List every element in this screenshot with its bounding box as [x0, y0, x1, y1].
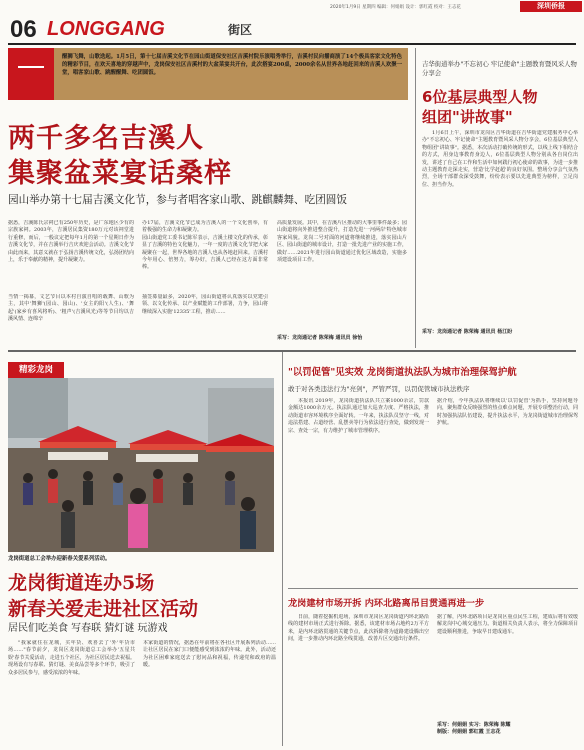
section-title-cn: 街区 [228, 23, 253, 37]
lead-banner [8, 48, 408, 100]
page-number: 06 [10, 16, 37, 43]
lead-headline-1: 两千多名吉溪人 [8, 123, 204, 154]
lead-body-col1b: 当情一揭幕，文艺节目以本村自演自唱的载舞、山歌为主，其中'舞狮'(园山、园山)、'女主的阳'(人生)、'舞起'(家乡有喜风将听)、'粗声'(吉溪风光)等等节目均以吉溪风情、连绵辛 [8, 294, 134, 323]
section-title: LONGGANG [47, 18, 165, 40]
story3-headline: "以罚促管"见实效 龙岗街道执法队为城市治理保驾护航 [288, 367, 517, 378]
story3-subheadline: 敢于对各类违法行为"亮剑"，严管严罚，以罚促管城市执法秩序 [288, 385, 470, 393]
section-rule [8, 350, 576, 352]
photo-caption: 龙岗街道总工会举办迎新春关爱系列活动。 [8, 556, 111, 562]
photo-section-tag: 精彩龙岗 [8, 362, 64, 378]
lead-intro: 醒狮飞舞，山歌迭起。1月5日，第十七届吉溪文化节在园山街道保安社区吉溪村院乐演唱秀举行，吉溪村民向播商演了14个极具客家文化特色的精彩节目，在欢天喜地的穿越声中，龙岗保安社区吉溪村的大盆菜宴共开台，此次搭宴200桌，2000余名从世界各地赶回来的吉溪人欢聚一堂，唱客家山歌、跳醒醒舞、吃团圆饭。 [62, 54, 402, 76]
sidebar-title-1: 6位基层典型人物 [422, 88, 538, 106]
header-info: 2020年1月9日 星期四 编辑：何娟娟 设计：郭红霞 校对：王志花 [330, 5, 461, 10]
story2-subheadline: 居民们吃美食 写春联 猜灯谜 玩游戏 [8, 623, 168, 634]
story-rule [288, 588, 578, 589]
story2-body-col2: 本家街道的情况，据悉在年前将在各社区开展系列活动……让社区居民在家门口便能感受到浓浓的年味。此外，活动还为社区困难家庭送去了慰问品和祝福，传递党和政府的温暖。 [143, 640, 276, 669]
story4-body-col2: 据了解，内环北路项目是龙岗区重点民生工程，建成后将有效缓解龙岗中心城交通压力。街道相关负责人表示，将全力保障项目建设顺利推进，争取早日建成通车。 [437, 614, 578, 635]
lead-body-col2: 办17届，吉溪文化节已成为吉溪人的一个文化创举，有着极强的生命力和凝聚力。 园山街道党工委书记陈军表示，吉溪土楼文化的传承，彰显了吉溪的特色文化魅力，一年一度的吉溪文化节把大家凝聚在一起，世界各地的吉溪人也从各地赶回来。吉溪村今年用心、倍努力，筹办好，吉溪人已经在这方面非常棒。 [142, 220, 268, 271]
banner-accent [8, 48, 54, 100]
event-photo [8, 378, 274, 552]
story2-body-col1: "我家就住在龙城，买年货、欢喜去了'外'年货市场……"春节前夕，龙岗区龙岗街道总工会举办'五星共娱'春节关爱活动，走进五个社区，为社区居民送去祝福。现场设有写春联、猜灯谜、美食品尝等多个环节，吸引了众多居民参与，感受浓浓的年味。 [8, 640, 135, 676]
sidebar-byline: 采写：龙岗通记者 陈荣梅 通讯员 杨江盼 [422, 329, 513, 335]
lead-headline-2: 集聚盆菜宴话桑梓 [8, 158, 232, 189]
banner-dash-icon [18, 66, 44, 68]
event-photo-illustration [8, 378, 274, 552]
sidebar-body: 1月6日上午，深圳市龙岗区吉华街道在吉华街道党建服务中心举办"不忘初心、牢记使命"主题教育暨风采人物分享会，6位基层典型人物组团"讲故事"。据悉，本次活动打破传统的形式，以线上线下相结合的方式，用身边事教育身边人，6位基层典型人物分别从各自岗位出发，讲述了自己在工作和生活中如何践行初心使命的故事，为进一步推动主题教育走深走实，营造'比学赶超'的良好氛围。整场分享会气氛热烈，全场干部群众深受鼓舞，纷纷表示要以先进典型为榜样，立足岗位、担当作为。 [422, 130, 578, 188]
sidebar-kicker: 吉华街道举办"不忘初心 牢记使命"主题教育暨风采人物分享会 [422, 60, 577, 77]
sidebar-title-2: 组团"讲故事" [422, 108, 513, 126]
masthead: 深圳侨报 [520, 1, 582, 12]
story4-body-col1: 日前，随着挖掘机进场，深圳市龙岗区龙岗街道内环北路沿线的建材市场正式进行拆除。据悉，该建材市场占地约2万平方米，是内环北路贯通的关键节点，此次拆除将为道路建设腾出空间，进一步推动内环北路全线贯通，改善片区交通出行条件。 [288, 614, 429, 643]
lead-byline: 采写：龙岗通记者 陈荣梅 通讯员 徐怡 [277, 335, 363, 341]
lead-body-col2b: 抽签募量最多，2020年，园山街道将认真落实以党建引领、以文化传承、以产业赋能的工作部署，力争，园山将继续深入实施'12335'工程，推动…… [142, 294, 268, 315]
column-divider [415, 48, 416, 348]
header-rule [8, 43, 576, 45]
story2-headline-1: 龙岗街道连办5场 [8, 572, 155, 594]
lead-body-col3: 高质量发展。其中，在吉溪片区推动的大事里事件最多；园山街道将向外推进整合提升，打造先进'一河两岸'特色城市客家风貌。龙岗二号对面的河道将继续推进，落实园山片区、园山街道的城市设计，打造一批先进产业的实施工作，做好……2021年进行园山街道通过优化区域改造，实施多项建设项目工作。 [277, 220, 407, 264]
lead-body-col1: 据悉，吉溪陈氏宗祠已有250年历史，是广东地区少有的宗族家祠。2003年，吉溪居民集资180万元对该祠堂进行重修，而后，一般议定把每年1月的第一个星期日作为吉溪文化节，并在吉溪举行吉庆欢迎会活动。吉溪文化节由此而来，其意义就在于弘扬吉溪传统文化，弘扬团结向上，乐于奉献的精神，提升凝聚力。 [8, 220, 134, 264]
story3-body-col2: 据介绍，今年执法队将继续以'以罚促管'为抓手，坚持问题导向，聚焦群众反映强烈的热点难点问题，开展专项整治行动，同时加强执法队伍建设，提升执法水平，为龙岗街道城市治理保驾护航。 [437, 398, 578, 427]
story4-byline: 采写：何娟娟 实习：陈荣梅 陈耀 制版：何娟娟 郭红霞 王志花 [437, 722, 511, 735]
story3-body-col1: 本报讯 2019年，龙岗街道执法队共立案1000余宗，罚款金额达1000余万元。执法队通过加大巡查力度、严格执法，推动街道市容环境秩序全面好转。一年来，执法队员坚守一线，对违法搭建、占道经营、乱摆卖等行为依法进行查处，做到发现一宗、查处一宗，有力维护了城市管理秩序。 [288, 398, 429, 434]
story2-headline-2: 新春关爱走进社区活动 [8, 598, 199, 620]
lead-subheadline: 园山举办第十七届吉溪文化节，参与者唱客家山歌、跳麒麟舞、吃团圆饭 [8, 194, 347, 206]
story4-headline: 龙岗建材市场开拆 内环北路离吊目贯通再进一步 [288, 598, 485, 609]
column-divider-2 [282, 352, 283, 746]
